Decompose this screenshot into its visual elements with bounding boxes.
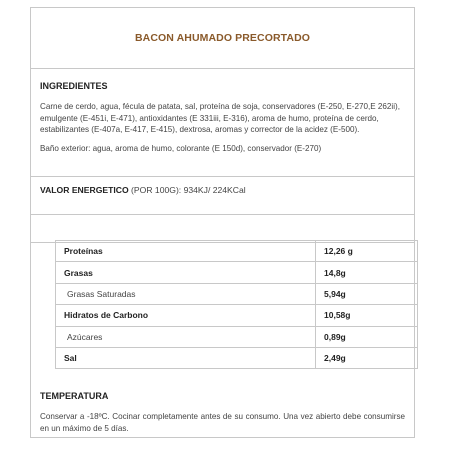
nutrient-amount: 14,8g bbox=[316, 262, 418, 283]
nutrition-row bbox=[56, 326, 418, 347]
nutrition-row bbox=[56, 305, 418, 326]
product-title: BACON AHUMADO PRECORTADO bbox=[134, 32, 311, 44]
nutrient-name: Azúcares bbox=[56, 326, 316, 347]
nutrient-name: Proteínas bbox=[56, 241, 316, 262]
nutrient-amount: 5,94g bbox=[316, 283, 418, 304]
temperature-section bbox=[31, 380, 414, 439]
ingredients-section bbox=[31, 69, 414, 177]
nutrient-amount: 12,26 g bbox=[316, 241, 418, 262]
temperature-text: Conservar a -18ºC. Cocinar completamente antes de su consumo. Una vez abierto debe consumirse en un máximo de 5 días. bbox=[40, 412, 405, 433]
title-row bbox=[31, 8, 414, 69]
nutrient-name: Grasas bbox=[56, 262, 316, 283]
nutrition-row bbox=[56, 283, 418, 304]
ingredients-text: Carne de cerdo, agua, fécula de patata, sal, proteína de soja, conservadores (E-250, E-270,E 262ii), emulgente (E-451i, E-471), antioxidantes (E 331iii, E-316), aroma de humo, proteína de cerdo, estabilizantes (E-407a, E-417, E-415), dextrosa, aromas y corrector de la acidez (E-500). bbox=[40, 102, 400, 134]
nutrition-row bbox=[56, 262, 418, 283]
spacer-row bbox=[31, 215, 414, 243]
nutrient-amount: 0,89g bbox=[316, 326, 418, 347]
nutrient-name: Sal bbox=[56, 347, 316, 368]
nutrition-row bbox=[56, 347, 418, 368]
ingredients-heading: INGREDIENTES bbox=[40, 81, 108, 91]
product-sheet bbox=[30, 7, 415, 438]
temperature-heading: TEMPERATURA bbox=[40, 391, 109, 401]
energy-section bbox=[31, 177, 414, 215]
nutrient-amount: 10,58g bbox=[316, 305, 418, 326]
coating-text: Baño exterior: agua, aroma de humo, colorante (E 150d), conservador (E-270) bbox=[40, 143, 322, 153]
nutrient-name: Hidratos de Carbono bbox=[56, 305, 316, 326]
energy-value: (POR 100G): 934KJ/ 224KCal bbox=[128, 185, 246, 195]
energy-label: VALOR ENERGETICO bbox=[40, 185, 129, 195]
nutrient-amount: 2,49g bbox=[316, 347, 418, 368]
nutrition-table bbox=[55, 240, 418, 369]
nutrition-row bbox=[56, 241, 418, 262]
nutrient-name: Grasas Saturadas bbox=[56, 283, 316, 304]
